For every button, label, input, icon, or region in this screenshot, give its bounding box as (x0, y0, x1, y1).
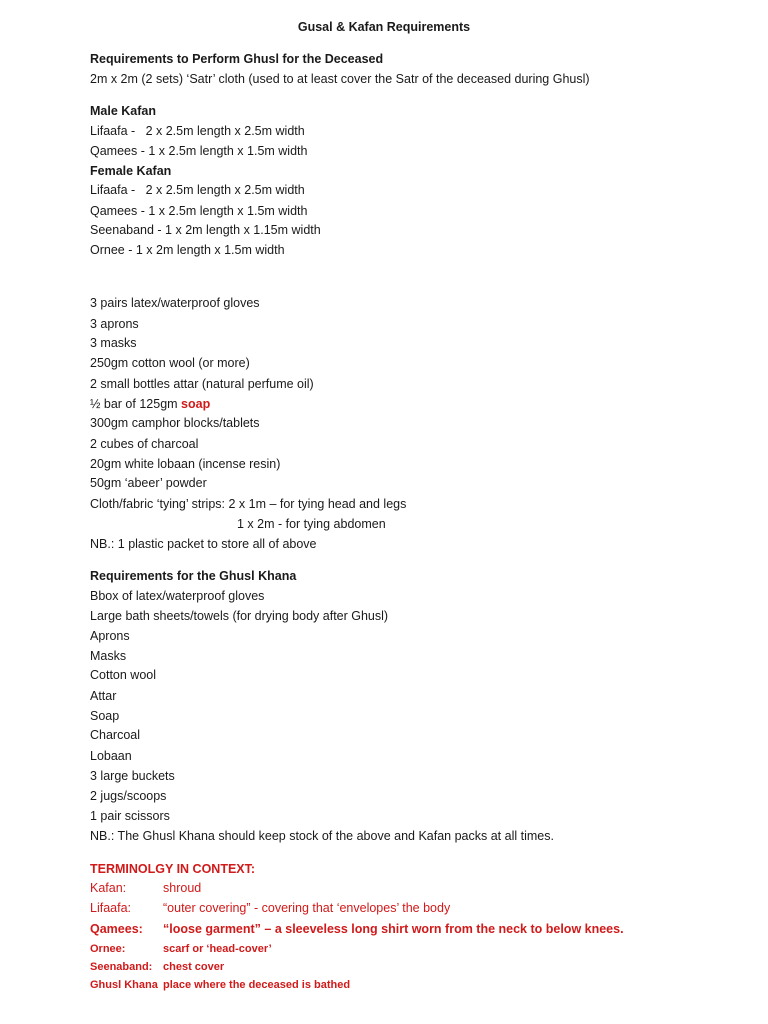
ghusl-khana-item: Charcoal (90, 728, 141, 742)
term-definition: shroud (163, 881, 202, 895)
female-kafan-item: Ornee - 1 x 2m length x 1.5m width (90, 243, 285, 257)
supply-item: 2 cubes of charcoal (90, 437, 199, 451)
soap-highlight: soap (181, 397, 211, 411)
page-title: Gusal & Kafan Requirements (297, 20, 471, 34)
male-kafan-item: Lifaafa - 2 x 2.5m length x 2.5m width (90, 124, 305, 138)
ghusl-khana-item: Attar (90, 689, 117, 703)
female-kafan-item: Qamees - 1 x 2.5m length x 1.5m width (90, 204, 308, 218)
male-kafan-item: Qamees - 1 x 2.5m length x 1.5m width (90, 144, 308, 158)
supplies-note: NB.: 1 plastic packet to store all of above (90, 537, 317, 551)
supply-item-soap (90, 396, 210, 412)
ghusl-khana-item: Large bath sheets/towels (for drying body after Ghusl) (90, 609, 389, 623)
term-definition: “loose garment” – a sleeveless long shirt worn from the neck to below knees. (163, 922, 624, 936)
term-label: Ghusl Khana (90, 979, 158, 991)
supply-item: 250gm cotton wool (or more) (90, 356, 250, 370)
female-kafan-item: Seenaband - 1 x 2m length x 1.15m width (90, 223, 321, 237)
supply-item: 3 aprons (90, 317, 139, 331)
term-definition: scarf or ‘head-cover’ (163, 943, 272, 955)
ghusl-khana-item: 1 pair scissors (90, 809, 170, 823)
term-definition: place where the deceased is bathed (163, 979, 351, 991)
soap-prefix: ½ bar of 125gm (90, 397, 182, 411)
supply-item: 50gm ‘abeer’ powder (90, 476, 207, 490)
supply-item: 3 masks (90, 336, 137, 350)
satr-cloth-line: 2m x 2m (2 sets) ‘Satr’ cloth (used to at least cover the Satr of the deceased during Ghusl) (90, 72, 590, 86)
ghusl-khana-note: NB.: The Ghusl Khana should keep stock of the above and Kafan packs at all times. (90, 829, 554, 843)
section-heading-ghusl-deceased: Requirements to Perform Ghusl for the Deceased (90, 52, 384, 66)
ghusl-khana-item: Lobaan (90, 749, 132, 763)
term-label: Seenaband: (90, 961, 153, 973)
ghusl-khana-item: Soap (90, 709, 120, 723)
supply-item: Cloth/fabric ‘tying’ strips: 2 x 1m – for tying head and legs (90, 497, 407, 511)
section-heading-male-kafan: Male Kafan (90, 104, 156, 118)
ghusl-khana-item: Aprons (90, 629, 130, 643)
supply-item: 2 small bottles attar (natural perfume oil) (90, 377, 314, 391)
female-kafan-item: Lifaafa - 2 x 2.5m length x 2.5m width (90, 183, 305, 197)
supply-item: 20gm white lobaan (incense resin) (90, 457, 281, 471)
supply-item-strip-abdomen: 1 x 2m - for tying abdomen (237, 517, 386, 531)
supply-item: 300gm camphor blocks/tablets (90, 416, 260, 430)
supply-item: 3 pairs latex/waterproof gloves (90, 296, 260, 310)
terminology-heading: TERMINOLGY IN CONTEXT: (90, 862, 256, 876)
term-label: Lifaafa: (90, 901, 132, 915)
ghusl-khana-item: Masks (90, 649, 127, 663)
ghusl-khana-item: Bbox of latex/waterproof gloves (90, 589, 265, 603)
term-definition: chest cover (163, 961, 225, 973)
ghusl-khana-item: 2 jugs/scoops (90, 789, 167, 803)
term-definition: “outer covering” - covering that ‘envelopes’ the body (163, 901, 451, 915)
ghusl-khana-item: Cotton wool (90, 668, 157, 682)
term-label: Qamees: (90, 922, 143, 936)
term-label: Kafan: (90, 881, 127, 895)
section-heading-ghusl-khana: Requirements for the Ghusl Khana (90, 569, 297, 583)
term-label: Ornee: (90, 943, 126, 955)
section-heading-female-kafan: Female Kafan (90, 164, 172, 178)
ghusl-khana-item: 3 large buckets (90, 769, 175, 783)
